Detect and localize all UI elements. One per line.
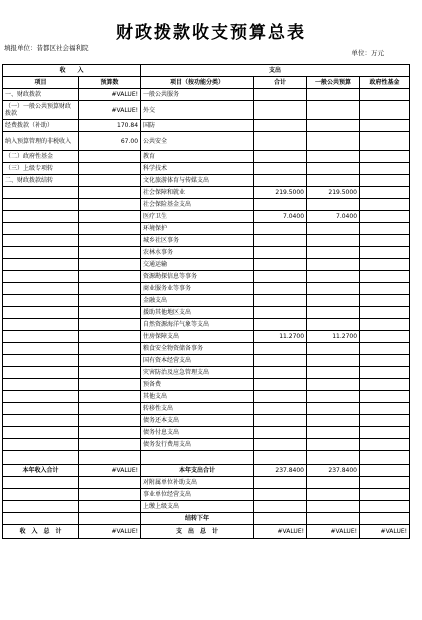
empty-cell — [3, 489, 79, 501]
expense-section-header: 支出 — [141, 65, 410, 77]
expense-general-cell — [307, 247, 360, 259]
expense-item-cell: 社会保险基金支出 — [141, 199, 254, 211]
income-value-cell — [79, 151, 141, 163]
income-value-cell — [79, 211, 141, 223]
expense-total-cell: 219.5000 — [254, 187, 307, 199]
year-expense-total-total: 237.8400 — [254, 465, 307, 477]
income-value-cell — [79, 163, 141, 175]
expense-fund-cell — [360, 163, 410, 175]
income-item-cell: 纳入预算管理的非税收入 — [3, 132, 79, 151]
empty-cell — [307, 513, 360, 525]
income-value-cell — [79, 199, 141, 211]
expense-fund-cell — [360, 187, 410, 199]
col-income-item: 项目 — [3, 77, 79, 89]
income-item-cell — [3, 223, 79, 235]
reporting-unit: 填报单位：昔都区社会福利院 — [4, 44, 89, 52]
expense-fund-cell — [360, 151, 410, 163]
empty-cell — [79, 477, 141, 489]
table-row — [3, 223, 410, 235]
expense-fund-cell — [360, 283, 410, 295]
income-item-cell — [3, 415, 79, 427]
empty-cell — [79, 501, 141, 513]
expense-general-cell: 11.2700 — [307, 331, 360, 343]
expense-fund-cell — [360, 331, 410, 343]
table-row — [3, 439, 410, 451]
expense-total-cell: 11.2700 — [254, 331, 307, 343]
income-item-cell — [3, 283, 79, 295]
expense-fund-cell — [360, 175, 410, 187]
expense-fund-cell — [360, 403, 410, 415]
income-item-cell — [3, 199, 79, 211]
expense-fund-cell — [360, 391, 410, 403]
grand-expense-label: 支 出 总 计 — [141, 525, 254, 539]
expense-item-cell: 医疗卫生 — [141, 211, 254, 223]
grand-total-row — [3, 525, 410, 539]
expense-total-cell — [254, 247, 307, 259]
expense-item-cell: 资源勘探信息等事务 — [141, 271, 254, 283]
income-value-cell — [79, 379, 141, 391]
expense-fund-cell — [360, 355, 410, 367]
table-row — [3, 89, 410, 101]
income-item-cell — [3, 403, 79, 415]
income-item-cell: 经费拨款（补助） — [3, 120, 79, 132]
expense-fund-cell — [360, 199, 410, 211]
empty-cell — [3, 451, 79, 465]
table-row — [3, 211, 410, 223]
grand-income-value: #VALUE! — [79, 525, 141, 539]
income-item-cell: （三）上级专项转 — [3, 163, 79, 175]
table-row — [3, 132, 410, 151]
col-expense-item: 项目（按功能分类） — [141, 77, 254, 89]
table-row — [3, 343, 410, 355]
expense-item-cell: 预备费 — [141, 379, 254, 391]
col-expense-total: 合计 — [254, 77, 307, 89]
table-row — [3, 247, 410, 259]
income-item-cell — [3, 331, 79, 343]
empty-cell — [307, 501, 360, 513]
income-item-cell — [3, 355, 79, 367]
income-value-cell: 67.00 — [79, 132, 141, 151]
income-item-cell — [3, 259, 79, 271]
income-value-cell — [79, 403, 141, 415]
expense-item-cell: 文化旅游体育与传媒支出 — [141, 175, 254, 187]
income-item-cell — [3, 319, 79, 331]
expense-fund-cell — [360, 379, 410, 391]
year-expense-total-fund — [360, 465, 410, 477]
year-expense-total-general: 237.8400 — [307, 465, 360, 477]
empty-cell — [254, 513, 307, 525]
income-value-cell — [79, 259, 141, 271]
expense-general-cell — [307, 175, 360, 187]
income-value-cell — [79, 307, 141, 319]
empty-cell — [307, 451, 360, 465]
expense-general-cell — [307, 259, 360, 271]
expense-general-cell — [307, 319, 360, 331]
grand-income-label: 收 入 总 计 — [3, 525, 79, 539]
empty-cell — [360, 501, 410, 513]
income-value-cell — [79, 319, 141, 331]
income-item-cell — [3, 427, 79, 439]
expense-fund-cell — [360, 259, 410, 271]
empty-cell — [141, 451, 254, 465]
empty-cell — [3, 501, 79, 513]
income-value-cell — [79, 355, 141, 367]
expense-item-cell: 灾害防治及应急管理支出 — [141, 367, 254, 379]
income-item-cell — [3, 247, 79, 259]
expense-general-cell — [307, 427, 360, 439]
expense-total-cell — [254, 163, 307, 175]
empty-cell — [360, 451, 410, 465]
expense-total-cell — [254, 355, 307, 367]
expense-total-cell — [254, 259, 307, 271]
currency-unit: 单位：万元 — [351, 49, 384, 57]
expense-general-cell — [307, 343, 360, 355]
table-row — [3, 391, 410, 403]
expense-total-cell — [254, 89, 307, 101]
expense-total-cell — [254, 367, 307, 379]
expense-total-cell — [254, 283, 307, 295]
expense-item-cell: 对附属单位补助支出 — [141, 477, 254, 489]
expense-fund-cell — [360, 367, 410, 379]
income-item-cell: 一、财政拨款 — [3, 89, 79, 101]
expense-fund-cell — [360, 120, 410, 132]
income-value-cell — [79, 439, 141, 451]
header-row-section — [3, 65, 410, 77]
expense-fund-cell — [360, 307, 410, 319]
table-row — [3, 477, 410, 489]
spacer-row — [3, 451, 410, 465]
income-item-cell — [3, 343, 79, 355]
table-row — [3, 163, 410, 175]
expense-general-cell — [307, 235, 360, 247]
income-value-cell — [79, 415, 141, 427]
expense-general-cell — [307, 132, 360, 151]
expense-general-cell — [307, 355, 360, 367]
expense-general-cell — [307, 367, 360, 379]
income-value-cell: 170.84 — [79, 120, 141, 132]
grand-expense-fund: #VALUE! — [360, 525, 410, 539]
year-income-total-value: #VALUE! — [79, 465, 141, 477]
expense-general-cell — [307, 271, 360, 283]
expense-item-cell: 社会保障和就业 — [141, 187, 254, 199]
income-value-cell — [79, 175, 141, 187]
expense-general-cell — [307, 199, 360, 211]
income-item-cell: （二）政府性基金 — [3, 151, 79, 163]
income-value-cell: #VALUE! — [79, 101, 141, 120]
income-value-cell — [79, 187, 141, 199]
expense-general-cell: 7.0400 — [307, 211, 360, 223]
income-value-cell — [79, 331, 141, 343]
expense-total-cell — [254, 101, 307, 120]
expense-item-cell: 城乡社区事务 — [141, 235, 254, 247]
expense-total-cell — [254, 439, 307, 451]
expense-fund-cell — [360, 89, 410, 101]
expense-total-cell — [254, 235, 307, 247]
table-row — [3, 403, 410, 415]
empty-cell — [254, 451, 307, 465]
expense-item-cell: 转移性支出 — [141, 403, 254, 415]
expense-item-cell: 债务还本支出 — [141, 415, 254, 427]
income-item-cell — [3, 439, 79, 451]
expense-item-cell: 自然资源海洋气象等支出 — [141, 319, 254, 331]
expense-fund-cell — [360, 247, 410, 259]
income-item-cell — [3, 367, 79, 379]
table-row — [3, 101, 410, 120]
expense-item-cell: 一般公共服务 — [141, 89, 254, 101]
expense-item-cell: 教育 — [141, 151, 254, 163]
header-row-columns — [3, 77, 410, 89]
col-expense-general: 一般公共预算 — [307, 77, 360, 89]
empty-cell — [360, 477, 410, 489]
income-value-cell — [79, 235, 141, 247]
table-row — [3, 355, 410, 367]
expense-item-cell: 其他支出 — [141, 391, 254, 403]
table-row — [3, 259, 410, 271]
budget-summary-table — [2, 64, 410, 539]
expense-item-cell: 公共安全 — [141, 132, 254, 151]
income-item-cell — [3, 295, 79, 307]
expense-total-cell — [254, 199, 307, 211]
expense-fund-cell — [360, 235, 410, 247]
income-value-cell — [79, 343, 141, 355]
expense-item-cell: 援助其他地区支出 — [141, 307, 254, 319]
expense-total-cell — [254, 151, 307, 163]
table-row — [3, 307, 410, 319]
income-value-cell — [79, 223, 141, 235]
expense-total-cell: 7.0400 — [254, 211, 307, 223]
income-item-cell — [3, 379, 79, 391]
expense-item-cell: 事业单位经营支出 — [141, 489, 254, 501]
expense-general-cell: 219.5000 — [307, 187, 360, 199]
expense-item-cell: 农林水事务 — [141, 247, 254, 259]
table-row — [3, 199, 410, 211]
expense-total-cell — [254, 427, 307, 439]
expense-general-cell — [307, 89, 360, 101]
expense-fund-cell — [360, 223, 410, 235]
empty-cell — [360, 489, 410, 501]
table-row — [3, 187, 410, 199]
income-item-cell — [3, 235, 79, 247]
expense-fund-cell — [360, 439, 410, 451]
income-value-cell — [79, 271, 141, 283]
report-title: 财政拨款收支预算总表 — [116, 23, 306, 43]
expense-total-cell — [254, 223, 307, 235]
table-row — [3, 120, 410, 132]
expense-total-cell — [254, 415, 307, 427]
expense-item-cell: 科学技术 — [141, 163, 254, 175]
income-value-cell — [79, 391, 141, 403]
empty-cell — [254, 501, 307, 513]
expense-general-cell — [307, 163, 360, 175]
income-item-cell — [3, 271, 79, 283]
empty-cell — [79, 451, 141, 465]
income-section-header: 收 入 — [3, 65, 141, 77]
expense-general-cell — [307, 120, 360, 132]
expense-fund-cell — [360, 319, 410, 331]
income-value-cell: #VALUE! — [79, 89, 141, 101]
income-value-cell — [79, 295, 141, 307]
expense-item-cell: 环境保护 — [141, 223, 254, 235]
expense-general-cell — [307, 415, 360, 427]
expense-item-cell: 上缴上级支出 — [141, 501, 254, 513]
expense-fund-cell — [360, 101, 410, 120]
expense-total-cell — [254, 120, 307, 132]
empty-cell — [360, 513, 410, 525]
expense-fund-cell — [360, 415, 410, 427]
expense-general-cell — [307, 101, 360, 120]
table-row — [3, 427, 410, 439]
expense-total-cell — [254, 343, 307, 355]
expense-fund-cell — [360, 295, 410, 307]
expense-item-cell: 交通运输 — [141, 259, 254, 271]
expense-fund-cell — [360, 211, 410, 223]
expense-total-cell — [254, 391, 307, 403]
empty-cell — [3, 477, 79, 489]
expense-fund-cell — [360, 132, 410, 151]
expense-general-cell — [307, 403, 360, 415]
table-row — [3, 319, 410, 331]
table-row — [3, 415, 410, 427]
col-income-budget: 预算数 — [79, 77, 141, 89]
expense-total-cell — [254, 307, 307, 319]
expense-fund-cell — [360, 343, 410, 355]
income-item-cell — [3, 391, 79, 403]
table-row — [3, 295, 410, 307]
year-expense-total-label: 本年支出合计 — [141, 465, 254, 477]
expense-general-cell — [307, 151, 360, 163]
empty-cell — [3, 513, 79, 525]
table-row — [3, 235, 410, 247]
income-item-cell — [3, 307, 79, 319]
carryover-label: 结转下年 — [141, 513, 254, 525]
expense-item-cell: 外交 — [141, 101, 254, 120]
expense-total-cell — [254, 271, 307, 283]
expense-total-cell — [254, 403, 307, 415]
empty-cell — [254, 477, 307, 489]
expense-item-cell: 国有资本经营支出 — [141, 355, 254, 367]
expense-general-cell — [307, 283, 360, 295]
expense-general-cell — [307, 307, 360, 319]
expense-general-cell — [307, 295, 360, 307]
income-value-cell — [79, 247, 141, 259]
expense-fund-cell — [360, 271, 410, 283]
expense-item-cell: 金融支出 — [141, 295, 254, 307]
expense-total-cell — [254, 175, 307, 187]
expense-item-cell: 商业服务业等事务 — [141, 283, 254, 295]
table-row — [3, 367, 410, 379]
table-row — [3, 379, 410, 391]
table-row — [3, 331, 410, 343]
table-row — [3, 175, 410, 187]
year-total-row — [3, 465, 410, 477]
expense-general-cell — [307, 439, 360, 451]
empty-cell — [254, 489, 307, 501]
year-income-total-label: 本年收入合计 — [3, 465, 79, 477]
table-row — [3, 283, 410, 295]
expense-item-cell: 国防 — [141, 120, 254, 132]
expense-total-cell — [254, 295, 307, 307]
expense-item-cell: 债务付息支出 — [141, 427, 254, 439]
carryover-row — [3, 513, 410, 525]
income-item-cell: （一）一般公共预算财政拨款 — [3, 101, 79, 120]
empty-cell — [79, 489, 141, 501]
col-expense-fund: 政府性基金 — [360, 77, 410, 89]
expense-item-cell: 债务发行费用支出 — [141, 439, 254, 451]
expense-general-cell — [307, 223, 360, 235]
empty-cell — [79, 513, 141, 525]
expense-general-cell — [307, 379, 360, 391]
table-row — [3, 151, 410, 163]
expense-total-cell — [254, 132, 307, 151]
grand-expense-general: #VALUE! — [307, 525, 360, 539]
income-item-cell: 二、财政拨款结转 — [3, 175, 79, 187]
expense-general-cell — [307, 391, 360, 403]
expense-total-cell — [254, 319, 307, 331]
table-row — [3, 489, 410, 501]
empty-cell — [307, 477, 360, 489]
income-item-cell — [3, 211, 79, 223]
expense-item-cell: 住房保障支出 — [141, 331, 254, 343]
grand-expense-total: #VALUE! — [254, 525, 307, 539]
income-value-cell — [79, 367, 141, 379]
table-row — [3, 501, 410, 513]
income-item-cell — [3, 187, 79, 199]
table-row — [3, 271, 410, 283]
income-value-cell — [79, 427, 141, 439]
expense-fund-cell — [360, 427, 410, 439]
expense-item-cell: 粮食安全物资储备事务 — [141, 343, 254, 355]
income-value-cell — [79, 283, 141, 295]
empty-cell — [307, 489, 360, 501]
expense-total-cell — [254, 379, 307, 391]
